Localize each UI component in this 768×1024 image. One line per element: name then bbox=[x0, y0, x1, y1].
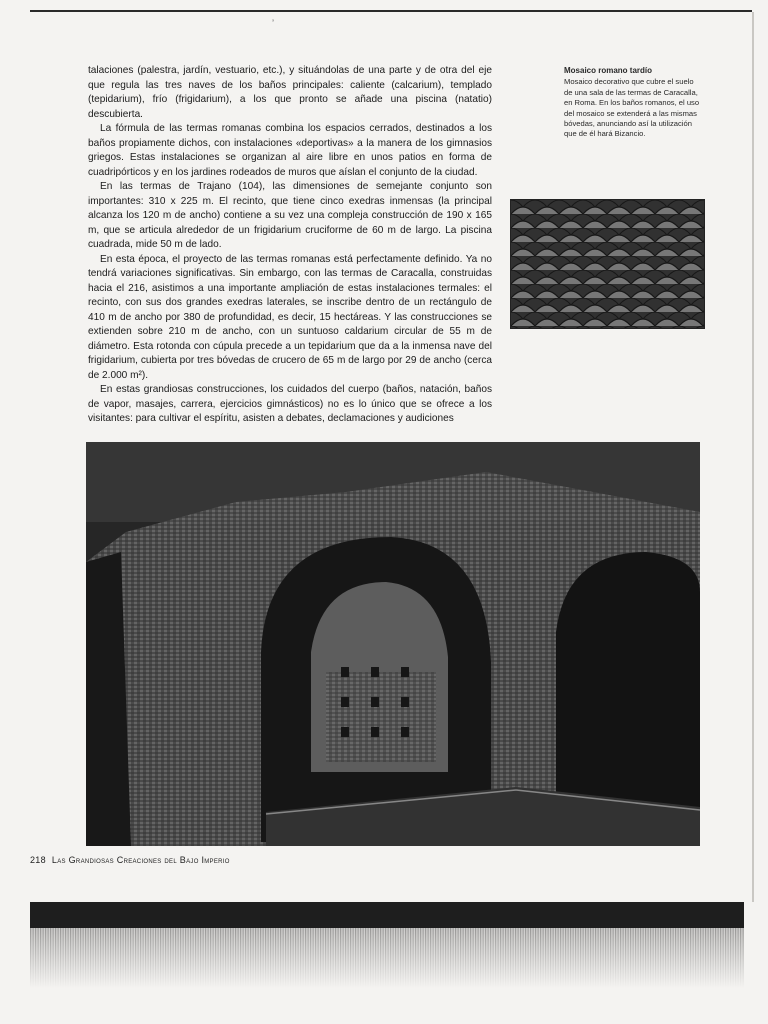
scan-dark-bar bbox=[30, 902, 744, 928]
caption-title: Mosaico romano tardío bbox=[564, 66, 653, 75]
scan-bottom-artifact bbox=[0, 902, 768, 1024]
scan-smear bbox=[30, 928, 744, 988]
paragraph: La fórmula de las termas romanas combina los espacios cerrados, destinados a los baños propiamente dichos, con instalaciones «deportivas» a la manera de los gimnasios griegos. Estas instalaciones se organizan al aire libre en unos patios en forma de cuadripórticos y en los jardines rodeados de muros que aíslan el conjunto de la ciudad. bbox=[88, 123, 492, 178]
page-footer bbox=[30, 855, 230, 865]
paragraph: En estas grandiosas construcciones, los cuidados del cuerpo (baños, natación, baños de vapor, masajes, carrera, ejercicios gimnásticos) no es lo único que se ofrece a los visitantes: para cultivar el espíritu, asisten a debates, declamaciones y audiciones bbox=[88, 384, 492, 424]
paragraph: En las termas de Trajano (104), las dimensiones de semejante conjunto son importantes: 310 x 225 m. El recinto, que tiene cinco exedras inmensas (la principal alcanza los 120 m de ancho) contiene a su vez una compleja construcción de 190 x 165 m, que se articula alrededor de un frigidarium cruciforme de 60 m de largo. La piscina cuadrada, mide 50 m de lado. bbox=[88, 181, 492, 250]
right-scan-edge bbox=[752, 12, 754, 1012]
paragraph: En esta época, el proyecto de las termas romanas está perfectamente definido. Ya no tendrá variaciones significativas. Sin embargo, con las termas de Caracalla, construidas hacia el 216, asistimos a una importante ampliación de estas instalaciones termales: el recinto, con sus dos grandes exedras laterales, se inscribe dentro de un rectángulo de 410 m de ancho por 380 de profundidad, es decir, 15 hectáreas. Y las construcciones se extienden sobre 210 m de ancho, con un suntuoso caldarium circular de 55 m de diámetro. Esta rotonda con cúpula precede a un tepidarium que da a la inmensa nave del frigidarium, cubierta por tres bóvedas de crucero de 65 m de largo por 29 de ancho (cerca de 2.000 m²). bbox=[88, 253, 492, 381]
top-scan-edge bbox=[30, 10, 752, 12]
stray-mark: ’ bbox=[272, 18, 274, 28]
paragraph: talaciones (palestra, jardín, vestuario, etc.), y situándolas de una parte y de otra del eje que regula las tres naves de los baños principales: caliente (calcarium), templado (tepidarium), frío (frigidarium), a los que pronto se añade una piscina (natatio) descubierta. bbox=[88, 65, 492, 120]
mosaic-caption bbox=[564, 66, 704, 140]
caption-body: Mosaico decorativo que cubre el suelo de una sala de las termas de Caracalla, en Roma. En los baños romanos, el uso del mosaico se extenderá a las mismas bóvedas, anunciando así la utilización que de él hará Bizancio. bbox=[564, 77, 700, 139]
running-title: Las Grandiosas Creaciones del Bajo Imperio bbox=[51, 855, 230, 865]
mosaic-photo bbox=[510, 199, 705, 329]
page-number: 218 bbox=[30, 855, 46, 865]
ruins-photo bbox=[86, 442, 700, 846]
body-text-column bbox=[88, 64, 492, 427]
